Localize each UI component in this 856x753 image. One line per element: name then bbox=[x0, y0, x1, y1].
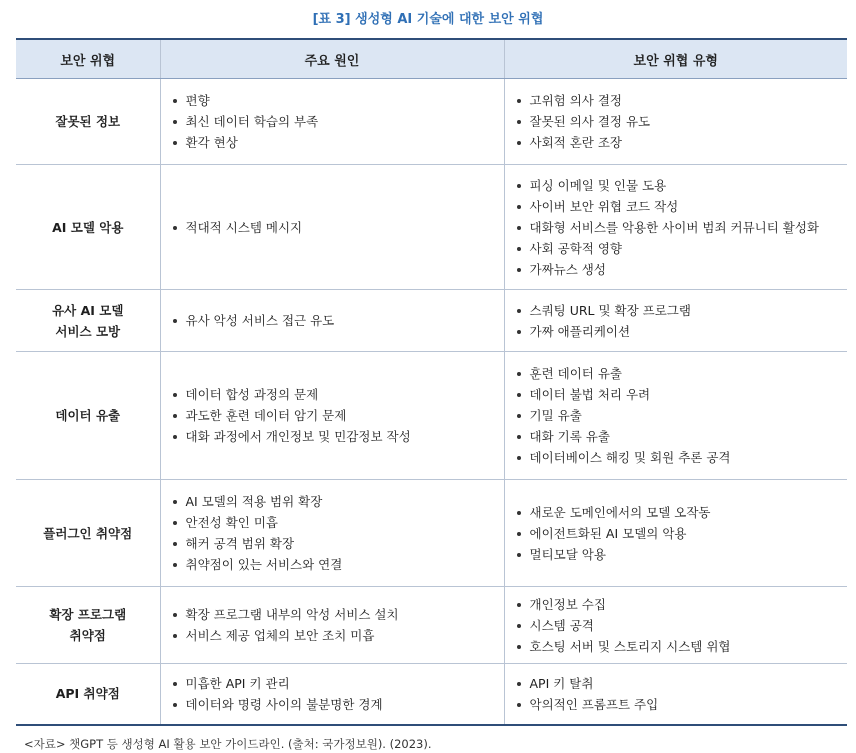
threat-type-item: 대화 기록 유출 bbox=[515, 426, 848, 447]
table-row bbox=[16, 587, 847, 664]
threat-category-label: 잘못된 정보 bbox=[55, 114, 121, 129]
threat-category-label: 취약점 bbox=[69, 628, 106, 643]
threat-type-cell bbox=[504, 165, 847, 290]
threat-type-cell bbox=[504, 480, 847, 587]
cause-item: 서비스 제공 업체의 보안 조치 미흡 bbox=[171, 625, 504, 646]
threat-type-item: 대화형 서비스를 악용한 사이버 범죄 커뮤니티 활성화 bbox=[515, 217, 848, 238]
table-row bbox=[16, 165, 847, 290]
threat-type-item: 사회적 혼란 조장 bbox=[515, 132, 848, 153]
cause-item: 취약점이 있는 서비스와 연결 bbox=[171, 554, 504, 575]
threat-type-cell bbox=[504, 79, 847, 165]
table-row bbox=[16, 79, 847, 165]
threat-type-cell bbox=[504, 352, 847, 480]
table-body bbox=[16, 79, 847, 725]
cause-cell bbox=[160, 587, 504, 664]
cause-item: 최신 데이터 학습의 부족 bbox=[171, 111, 504, 132]
threat-type-cell bbox=[504, 290, 847, 352]
bullet-list bbox=[161, 90, 504, 153]
table-row bbox=[16, 664, 847, 725]
table-header-row bbox=[16, 39, 847, 79]
bullet-list bbox=[505, 175, 848, 280]
threat-type-item: 멀티모달 악용 bbox=[515, 544, 848, 565]
bullet-list bbox=[161, 217, 504, 238]
bullet-list bbox=[161, 310, 504, 331]
threat-type-item: 데이터베이스 해킹 및 회원 추론 공격 bbox=[515, 447, 848, 468]
source-note: <자료> 챗GPT 등 생성형 AI 활용 보안 가이드라인. (출처: 국가정보원). (2023). bbox=[24, 737, 432, 751]
threat-type-item: 훈련 데이터 유출 bbox=[515, 363, 848, 384]
threat-type-item: 고위험 의사 결정 bbox=[515, 90, 848, 111]
cause-cell bbox=[160, 352, 504, 480]
table-row bbox=[16, 480, 847, 587]
cause-item: 데이터와 명령 사이의 불분명한 경계 bbox=[171, 694, 504, 715]
threat-type-item: 시스템 공격 bbox=[515, 615, 848, 636]
threat-category-cell bbox=[16, 290, 160, 352]
threat-type-item: 사회 공학적 영향 bbox=[515, 238, 848, 259]
threat-category-label: AI 모델 악용 bbox=[52, 219, 124, 235]
threat-category-cell bbox=[16, 165, 160, 290]
threat-type-item: 호스팅 서버 및 스토리지 시스템 위협 bbox=[515, 636, 848, 657]
bullet-list bbox=[161, 604, 504, 646]
threat-category-label: API 취약점 bbox=[55, 686, 120, 702]
cause-item: 편향 bbox=[171, 90, 504, 111]
threat-type-item: 가짜 애플리케이션 bbox=[515, 321, 848, 342]
cause-cell bbox=[160, 480, 504, 587]
threat-type-item: 피싱 이메일 및 인물 도용 bbox=[515, 175, 848, 196]
threat-type-item: 스쿼팅 URL 및 확장 프로그램 bbox=[515, 300, 848, 321]
table-row bbox=[16, 352, 847, 480]
cause-item: 환각 현상 bbox=[171, 132, 504, 153]
threat-category-label: 유사 AI 모델 bbox=[52, 302, 124, 318]
threat-type-item: 가짜뉴스 생성 bbox=[515, 259, 848, 280]
cause-item: 해커 공격 범위 확장 bbox=[171, 533, 504, 554]
bullet-list bbox=[161, 491, 504, 575]
threat-type-item: 잘못된 의사 결정 유도 bbox=[515, 111, 848, 132]
threat-type-cell bbox=[504, 664, 847, 725]
security-threat-table bbox=[16, 38, 847, 726]
threat-type-item: 새로운 도메인에서의 모델 오작동 bbox=[515, 502, 848, 523]
cause-cell bbox=[160, 290, 504, 352]
threat-category-cell bbox=[16, 352, 160, 480]
cause-item: 유사 악성 서비스 접근 유도 bbox=[171, 310, 504, 331]
cause-cell bbox=[160, 79, 504, 165]
threat-category-label: 서비스 모방 bbox=[55, 323, 121, 339]
bullet-list bbox=[505, 363, 848, 468]
cause-item: 확장 프로그램 내부의 악성 서비스 설치 bbox=[171, 604, 504, 625]
cause-item: 미흡한 API 키 관리 bbox=[171, 673, 504, 694]
bullet-list bbox=[161, 384, 504, 447]
bullet-list bbox=[505, 594, 848, 657]
cause-item: 대화 과정에서 개인정보 및 민감정보 작성 bbox=[171, 426, 504, 447]
cause-item: 데이터 합성 과정의 문제 bbox=[171, 384, 504, 405]
table-row bbox=[16, 290, 847, 352]
bullet-list bbox=[505, 90, 848, 153]
bullet-list bbox=[161, 673, 504, 715]
header-threat: 보안 위협 bbox=[16, 39, 160, 79]
threat-category-cell bbox=[16, 664, 160, 725]
threat-category-cell bbox=[16, 480, 160, 587]
cause-item: AI 모델의 적용 범위 확장 bbox=[171, 491, 504, 512]
bullet-list bbox=[505, 502, 848, 565]
header-types: 보안 위협 유형 bbox=[504, 39, 847, 79]
threat-type-item: 악의적인 프롬프트 주입 bbox=[515, 694, 848, 715]
threat-category-cell bbox=[16, 587, 160, 664]
threat-type-item: API 키 탈취 bbox=[515, 673, 848, 694]
threat-type-cell bbox=[504, 587, 847, 664]
threat-category-label: 확장 프로그램 bbox=[49, 607, 127, 622]
threat-category-label: 데이터 유출 bbox=[55, 408, 121, 423]
threat-type-item: 데이터 불법 처리 우려 bbox=[515, 384, 848, 405]
threat-type-item: 개인정보 수집 bbox=[515, 594, 848, 615]
threat-category-label: 플러그인 취약점 bbox=[43, 525, 133, 541]
threat-category-cell bbox=[16, 79, 160, 165]
cause-item: 과도한 훈련 데이터 암기 문제 bbox=[171, 405, 504, 426]
cause-item: 적대적 시스템 메시지 bbox=[171, 217, 504, 238]
bullet-list bbox=[505, 300, 848, 342]
table-caption: [표 3] 생성형 AI 기술에 대한 보안 위협 bbox=[312, 12, 544, 27]
threat-type-item: 사이버 보안 위협 코드 작성 bbox=[515, 196, 848, 217]
cause-item: 안전성 확인 미흡 bbox=[171, 512, 504, 533]
header-causes: 주요 원인 bbox=[160, 39, 504, 79]
threat-type-item: 기밀 유출 bbox=[515, 405, 848, 426]
cause-cell bbox=[160, 165, 504, 290]
bullet-list bbox=[505, 673, 848, 715]
cause-cell bbox=[160, 664, 504, 725]
threat-type-item: 에이전트화된 AI 모델의 악용 bbox=[515, 523, 848, 544]
